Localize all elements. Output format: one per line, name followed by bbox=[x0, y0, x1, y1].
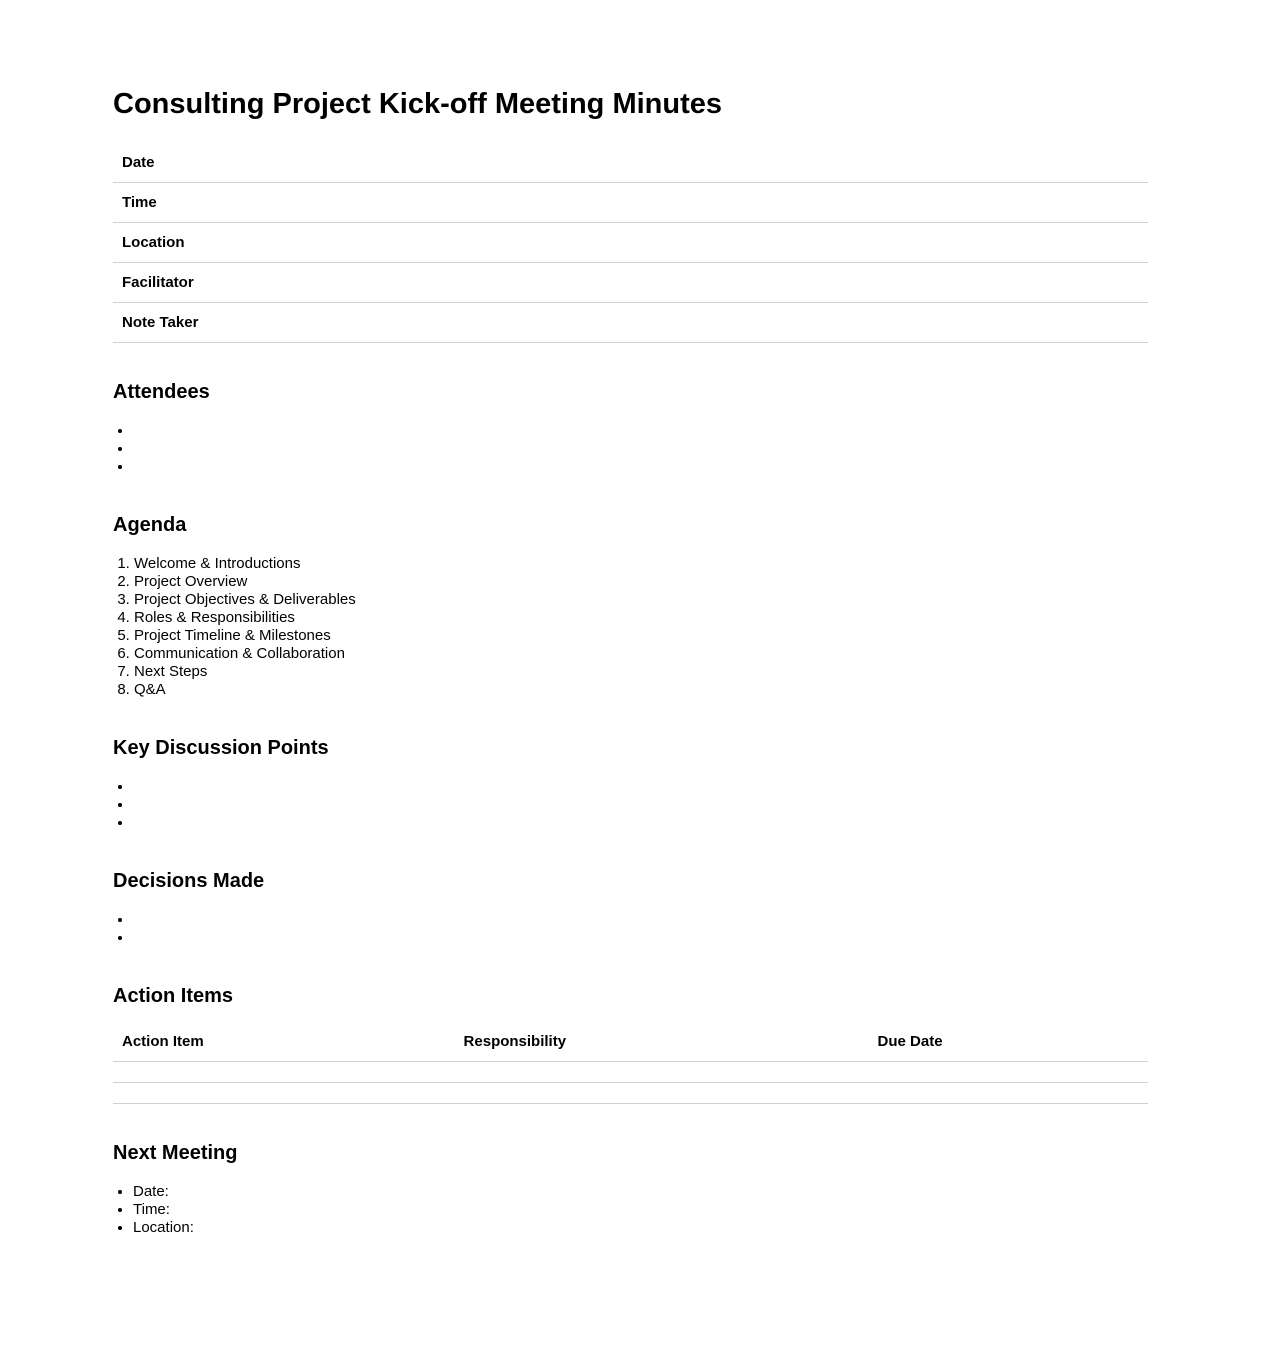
field-value-facilitator bbox=[320, 263, 1148, 303]
field-label-date: Date bbox=[113, 143, 320, 183]
cell-responsibility bbox=[455, 1062, 869, 1083]
list-item-next-time: • Time: bbox=[133, 1201, 1148, 1219]
field-value-note-taker bbox=[320, 303, 1148, 343]
table-row bbox=[113, 303, 1148, 343]
agenda-item: 2. Project Overview bbox=[134, 573, 1148, 591]
agenda-item: 8. Q&A bbox=[134, 681, 1148, 699]
cell-responsibility bbox=[455, 1083, 869, 1104]
field-label-facilitator: Facilitator bbox=[113, 263, 320, 303]
field-label-time: Time bbox=[113, 183, 320, 223]
agenda-item: 6. Communication & Collaboration bbox=[134, 645, 1148, 663]
agenda-item: 7. Next Steps bbox=[134, 663, 1148, 681]
decisions-made-heading: Decisions Made bbox=[113, 870, 265, 892]
field-value-location bbox=[320, 223, 1148, 263]
list-item-next-location: • Location: bbox=[133, 1219, 1148, 1237]
attendees-heading: Attendees bbox=[113, 381, 210, 403]
table-row bbox=[113, 143, 1148, 183]
key-discussion-points-list bbox=[113, 778, 1148, 832]
field-value-date bbox=[320, 143, 1148, 183]
table-row bbox=[113, 1062, 1148, 1083]
key-discussion-points-heading: Key Discussion Points bbox=[113, 737, 329, 759]
field-label-note-taker: Note Taker bbox=[113, 303, 320, 343]
meeting-info-table bbox=[113, 143, 1148, 343]
decisions-made-list bbox=[113, 911, 1148, 947]
table-row bbox=[113, 263, 1148, 303]
cell-due-date bbox=[869, 1062, 1148, 1083]
list-item bbox=[133, 458, 1148, 476]
field-label-location: Location bbox=[113, 223, 320, 263]
agenda-item: 1. Welcome & Introductions bbox=[134, 555, 1148, 573]
table-row bbox=[113, 223, 1148, 263]
list-item bbox=[133, 929, 1148, 947]
cell-action-item bbox=[113, 1062, 455, 1083]
agenda-list bbox=[113, 555, 1148, 699]
action-items-table bbox=[113, 1022, 1148, 1104]
table-header-row bbox=[113, 1022, 1148, 1062]
list-item bbox=[133, 796, 1148, 814]
page-title: Consulting Project Kick-off Meeting Minutes bbox=[113, 88, 723, 120]
agenda-item: 4. Roles & Responsibilities bbox=[134, 609, 1148, 627]
list-item bbox=[133, 814, 1148, 832]
list-item bbox=[133, 440, 1148, 458]
column-header-responsibility: Responsibility bbox=[455, 1022, 869, 1062]
list-item bbox=[133, 422, 1148, 440]
table-row bbox=[113, 1083, 1148, 1104]
list-item bbox=[133, 911, 1148, 929]
action-items-heading: Action Items bbox=[113, 985, 234, 1007]
attendees-list bbox=[113, 422, 1148, 476]
field-value-time bbox=[320, 183, 1148, 223]
column-header-action-item: Action Item bbox=[113, 1022, 455, 1062]
agenda-item: 5. Project Timeline & Milestones bbox=[134, 627, 1148, 645]
cell-action-item bbox=[113, 1083, 455, 1104]
next-meeting-list bbox=[113, 1183, 1148, 1237]
agenda-heading: Agenda bbox=[113, 514, 187, 536]
meeting-minutes-document bbox=[113, 0, 1148, 1237]
list-item-next-date: • Date: bbox=[133, 1183, 1148, 1201]
table-row bbox=[113, 183, 1148, 223]
cell-due-date bbox=[869, 1083, 1148, 1104]
next-meeting-heading: Next Meeting bbox=[113, 1142, 238, 1164]
agenda-item: 3. Project Objectives & Deliverables bbox=[134, 591, 1148, 609]
list-item bbox=[133, 778, 1148, 796]
column-header-due-date: Due Date bbox=[869, 1022, 1148, 1062]
